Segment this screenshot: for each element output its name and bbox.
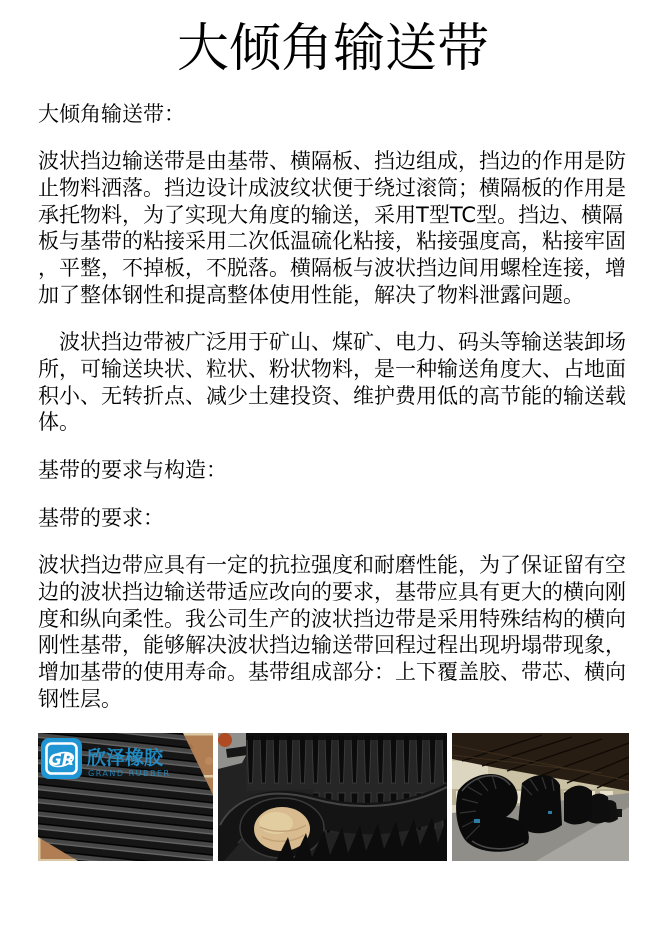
product-photo-factory-row: [452, 733, 629, 861]
blue-tag: [474, 819, 480, 823]
paragraph-applications: 波状挡边带被广泛用于矿山、煤矿、电力、码头等输送装卸场所，可输送块状、粒状、粉状物料，是一种输送角度大、占地面积小、无转折点、减少土建投资、维护费用低的高节能的输送载体。: [38, 330, 626, 435]
blue-tag: [548, 811, 552, 814]
paragraph-baseband-subheading: 基带的要求：: [38, 505, 164, 530]
photo-belt-loop-graphic: [218, 733, 447, 861]
brand-name-en: GRAND RUBBER: [88, 769, 171, 779]
paragraph-lead-label: 大倾角输送带：: [38, 101, 185, 126]
paragraph-structure: 波状挡边输送带是由基带、横隔板、挡边组成，挡边的作用是防止物料洒落。挡边设计成波纹状便于绕过滚筒；横隔板的作用是承托物料，为了实现大角度的输送，采用T型TC型。挡边、横隔板与基带的粘接采用二次低温硫化粘接，粘接强度高，粘接牢固，平整，不掉板，不脱落。横隔板与波状挡边间用螺栓连接，增加了整体钢性和提高整体使用性能，解决了物料泄露问题。: [38, 149, 626, 307]
brand-logo-initials: GR: [48, 750, 75, 770]
photo-sidewall-strips-graphic: [38, 733, 213, 861]
photo-factory-graphic: [452, 733, 629, 861]
article: [0, 20, 666, 861]
paragraph-baseband-heading: 基带的要求与构造：: [38, 458, 227, 483]
brand-name-cn: 欣泽橡胶: [87, 747, 164, 770]
product-photo-belt-loop-closeup: [218, 733, 447, 861]
orange-object: [218, 733, 232, 747]
product-photo-row: [38, 733, 628, 861]
paragraph-baseband-requirements: 波状挡边带应具有一定的抗拉强度和耐磨性能，为了保证留有空边的波状挡边输送带适应改向的要求，基带应具有更大的横向刚度和纵向柔性。我公司生产的波状挡边带是采用特殊结构的横向刚性基带，能够解决波状挡边输送带回程过程出现坍塌带现象，增加基带的使用寿命。基带组成部分：上下覆盖胶、带芯、横向钢性层。: [38, 553, 626, 711]
page-title: 大倾角输送带: [176, 19, 489, 79]
product-photo-sidewall-strips: [38, 733, 213, 861]
